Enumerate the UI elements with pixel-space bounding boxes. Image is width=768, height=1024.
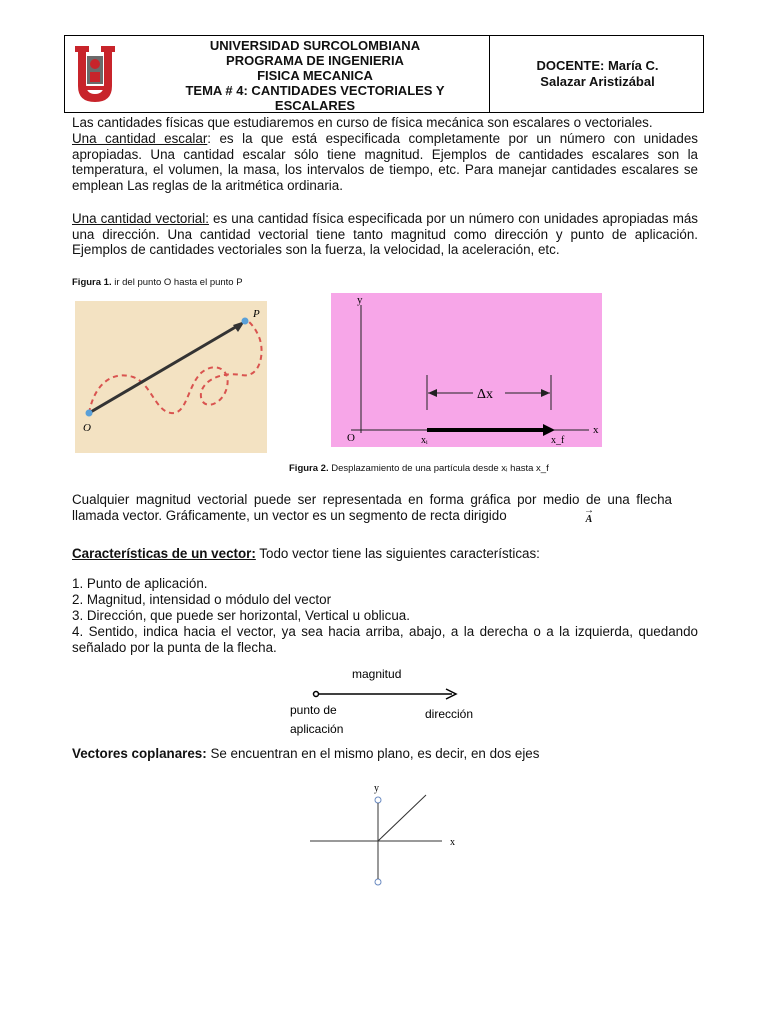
application-point-dot <box>314 692 319 697</box>
coplanar-paragraph <box>72 746 698 762</box>
university-logo <box>73 42 117 106</box>
figure2-label-x: x <box>593 424 599 436</box>
label-punto-1: punto de <box>290 703 337 717</box>
vector-definition-text: Cualquier magnitud vectorial puede ser representada en forma gráfica por medio de una flecha llamada vector. Gráficamente, un vector es un segmento de recta dirigido <box>72 492 672 523</box>
vector-paragraph <box>72 211 698 258</box>
figure2-label-xi: xᵢ <box>421 435 428 446</box>
figure2-caption <box>289 463 549 474</box>
characteristics-title: Características de un vector: <box>72 546 256 561</box>
vector-definition <box>72 492 672 523</box>
course-name: FISICA MECANICA <box>257 68 373 83</box>
characteristics-heading <box>72 546 698 562</box>
program-name: PROGRAMA DE INGENIERIA <box>226 53 404 68</box>
figure2-caption-text: Desplazamiento de una partícula desde xᵢ hasta x_f <box>328 463 549 474</box>
header-divider <box>489 36 490 112</box>
coplanar-title: Vectores coplanares: <box>72 746 207 761</box>
figure2-caption-label: Figura 2. <box>289 463 329 474</box>
vector-parts-diagram <box>280 660 510 740</box>
figure2-label-xf: x_f <box>551 435 565 446</box>
figure1-caption <box>72 277 243 288</box>
figure2-label-o: O <box>347 432 355 444</box>
figure1-caption-label: Figura 1. <box>72 277 112 288</box>
coplanar-vector-line <box>378 795 426 841</box>
vector-term: Una cantidad vectorial: <box>72 211 209 226</box>
label-magnitud: magnitud <box>352 667 402 681</box>
figure2-background <box>331 293 602 447</box>
intro-line: Las cantidades físicas que estudiaremos en curso de física mecánica son escalares o vectoriales. <box>72 115 653 130</box>
figure1-point-o <box>86 410 93 417</box>
header-box <box>64 35 704 113</box>
vector-symbol-arrow-icon: → <box>584 505 594 516</box>
figure1-point-p <box>242 318 249 325</box>
docente-line-1: DOCENTE: María C. <box>536 58 659 73</box>
label-direccion: dirección <box>425 707 474 721</box>
characteristic-item-1: 1. Punto de aplicación. <box>72 576 208 591</box>
characteristic-item-4: 4. Sentido, indica hacia el vector, ya sea hacia arriba, abajo, a la derecha o a la izquierda, quedando señalado por la punta de la flecha. <box>72 624 698 655</box>
topic-line-1: TEMA # 4: CANTIDADES VECTORIALES Y <box>185 83 445 98</box>
coplanar-axes-diagram <box>300 780 470 890</box>
scalar-text: : es la que está especificada completamente por un número con unidades apropiadas. Una cantidad escalar sólo tiene magnitud. Ejemplos de cantidades escalares son la temperatura, el volumen, la masa, los intervalos de tiempo, etc. Para manejar cantidades escalares se emplean Las reglas de la aritmética ordinaria. <box>72 131 698 193</box>
scalar-paragraph <box>72 131 698 193</box>
figure1-label-p: P <box>253 308 260 320</box>
figure1-displacement-path <box>75 301 267 453</box>
characteristic-item-2: 2. Magnitud, intensidad o módulo del vector <box>72 592 332 607</box>
coplanar-text: Se encuentran en el mismo plano, es decir, en dos ejes <box>206 746 540 761</box>
figure2-label-y: y <box>357 294 363 306</box>
docente-line-2: Salazar Aristizábal <box>540 74 655 89</box>
figure1-label-o: O <box>83 422 91 434</box>
figure1-caption-text: ir del punto O hasta el punto P <box>111 277 243 288</box>
characteristics-intro: Todo vector tiene las siguientes características: <box>255 546 540 561</box>
coplanar-y-top-marker <box>375 797 381 803</box>
coplanar-label-y: y <box>374 783 379 794</box>
coplanar-label-x: x <box>450 837 455 848</box>
vector-text: es una cantidad física especificada por un número con unidades apropiadas más una dirección. Una cantidad vectorial tiene tanto magnitud como dirección y punto de aplicación. Ejemplos de cantidades vectoriales son la fuerza, la velocidad, la aceleración, etc. <box>72 211 699 257</box>
label-punto-2: aplicación <box>290 722 344 736</box>
vector-symbol <box>584 506 594 524</box>
coplanar-y-bottom-marker <box>375 879 381 885</box>
figure2-label-delta: Δx <box>477 387 494 402</box>
university-name: UNIVERSIDAD SURCOLOMBIANA <box>209 38 421 53</box>
characteristic-item-3: 3. Dirección, que puede ser horizontal, Vertical u oblicua. <box>72 608 410 623</box>
figure2-displacement-axis <box>331 293 602 447</box>
topic-line-2: ESCALARES <box>274 98 356 113</box>
scalar-term: Una cantidad escalar <box>72 131 208 146</box>
vector-symbol-letter: A <box>585 514 593 525</box>
docente-block <box>495 58 700 90</box>
